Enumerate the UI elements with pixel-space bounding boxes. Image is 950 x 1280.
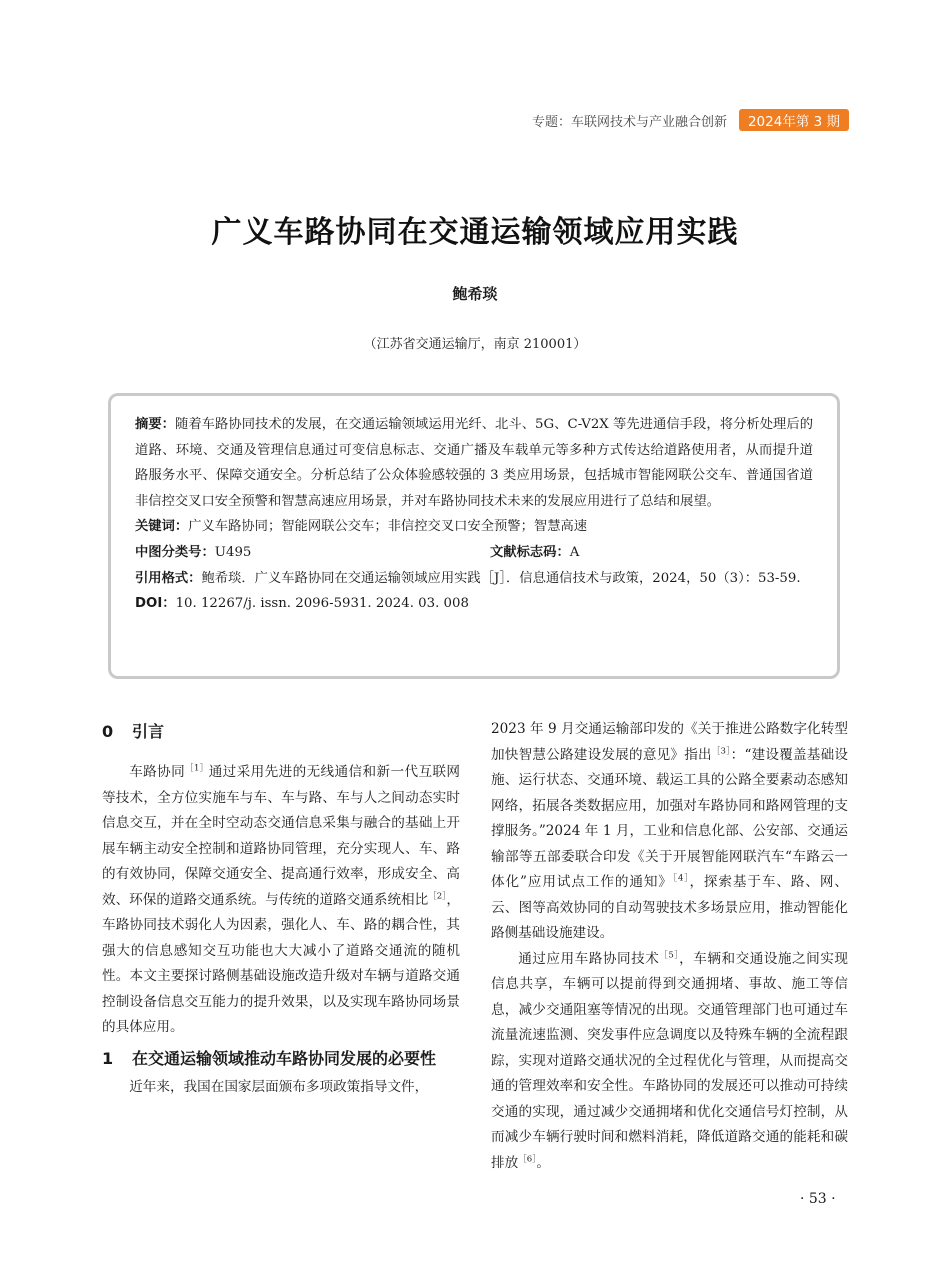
ref-6: ［6］ bbox=[518, 1153, 537, 1164]
policy-text-a: 2023 年 9 月交通运输部印发的《关于推进公路数字化转型加快智慧公路建设发展的意见》指出 bbox=[491, 721, 848, 763]
section-1-paragraph-start: 近年来，我国在国家层面颁布多项政策指导文件， bbox=[129, 1078, 429, 1095]
abstract-label: 摘要： bbox=[135, 417, 176, 432]
section-1-title: 在交通运输领域推动车路协同发展的必要性 bbox=[132, 1048, 437, 1068]
section-1-number: 1 bbox=[102, 1048, 114, 1068]
benefit-text-b: ，车辆和交通设施之间实现信息共享，车辆可以提前得到交通拥堵、事故、施工等信息，减少交通阻塞等情况的出现。交通管理部门也可通过车流量流速监测、突发事件应急调度以及特殊车辆的全流程跟踪，实现对道路交通状况的全过程优化与管理，从而提高交通的管理效率和安全性。车路协同的发展还可以推动可持续交通的实现，通过减少交通拥堵和优化交通信号灯控制，从而减少车辆行驶时间和燃料消耗，降低道路交通的能耗和碳排放 bbox=[491, 950, 848, 1171]
citation bbox=[135, 566, 813, 592]
doi bbox=[135, 591, 813, 617]
issue-badge: 2024年第 3 期 bbox=[739, 109, 849, 131]
journal-header bbox=[532, 109, 849, 131]
right-column bbox=[491, 717, 848, 1176]
ref-2: ［2］ bbox=[428, 890, 447, 901]
intro-paragraph bbox=[102, 760, 460, 1041]
classification-row bbox=[135, 540, 813, 566]
header-topic: 专题：车联网技术与产业融合创新 bbox=[531, 114, 727, 130]
policy-text-c: ，探索基于车、路、网、云、图等高效协同的自动驾驶技术多场景应用，推动智能化路侧基础设施建设。 bbox=[491, 874, 848, 941]
section-0-title: 引言 bbox=[132, 722, 165, 741]
citation-text: 鲍希琰．广义车路协同在交通运输领域应用实践［J］．信息通信技术与政策，2024，50（3）：53-59. bbox=[201, 570, 801, 586]
clc-value: U495 bbox=[214, 544, 252, 560]
benefit-text-a: 通过应用车路协同技术 bbox=[518, 950, 660, 967]
intro-text-a: 车路协同 bbox=[129, 764, 186, 780]
section-0-heading bbox=[102, 717, 460, 747]
page-number: · 53 · bbox=[800, 1191, 836, 1207]
left-column bbox=[102, 717, 460, 1100]
doi-value: 10. 12267/j. issn. 2096-5931. 2024. 03. 008 bbox=[175, 596, 469, 612]
intro-text-b: 通过采用先进的无线通信和新一代互联网等技术，全方位实施车与车、车与路、车与人之间动态实时信息交互，并在全时空动态交通信息采集与融合的基础上开展车辆主动安全控制和道路协同管理，充分实现人、车、路的有效协同，保障交通安全、提高通行效率，形成安全、高效、环保的道路交通系统。与传统的道路交通系统相比 bbox=[102, 764, 460, 908]
section-0-number: 0 bbox=[102, 722, 114, 741]
abstract bbox=[135, 412, 813, 514]
doc-code-value: A bbox=[569, 544, 580, 560]
author-affiliation: （江苏省交通运输厅，南京 210001） bbox=[363, 337, 587, 352]
intro-text-c: ，车路协同技术弱化人为因素，强化人、车、路的耦合性，其强大的信息感知交互功能也大大减小了道路交通流的随机性。本文主要探讨路侧基础设施改造升级对车辆与道路交通控制设备信息交互能力的提升效果，以及实现车路协同场景的具体应用。 bbox=[102, 891, 461, 1035]
keywords-label: 关键词： bbox=[135, 519, 189, 535]
abstract-text: 随着车路协同技术的发展，在交通运输领域运用光纤、北斗、5G、C-V2X 等先进通信手段，将分析处理后的道路、环境、交通及管理信息通过可变信息标志、交通广播及车载单元等多种方式传达给道路使用者，从而提升道路服务水平、保障交通安全。分析总结了公众体验感较强的 3 类应用场景，包括城市智能网联公交车、普通国省道非信控交叉口安全预警和智慧高速应用场景，并对车路协同技术未来的发展应用进行了总结和展望。 bbox=[135, 417, 813, 509]
section-1-heading bbox=[102, 1045, 460, 1073]
benefit-text-c: 。 bbox=[536, 1154, 550, 1171]
section-1-paragraph-2 bbox=[491, 947, 848, 1177]
ref-3: ［3］ bbox=[711, 745, 731, 756]
ref-4: ［4］ bbox=[672, 873, 690, 884]
ref-1: ［1］ bbox=[185, 763, 209, 774]
keywords-text: 广义车路协同；智能网联公交车；非信控交叉口安全预警；智慧高速 bbox=[188, 519, 588, 535]
keywords bbox=[135, 514, 813, 540]
citation-label: 引用格式： bbox=[135, 570, 202, 586]
author-name: 鲍希琰 bbox=[452, 285, 498, 303]
doi-label: DOI： bbox=[135, 596, 176, 612]
ref-5: ［5］ bbox=[659, 949, 680, 960]
abstract-box bbox=[108, 393, 840, 679]
doc-code-label: 文献标志码： bbox=[490, 544, 570, 560]
section-1-paragraph-continued bbox=[491, 717, 848, 947]
policy-text-b: ：“建设覆盖基础设施、运行状态、交通环境、载运工具的公路全要素动态感知网络，拓展各类数据应用，加强对车路协同和路网管理的支撑服务。”2024 年 1 月，工业和信息化部、公安部、交通运输部等五部委联合印发《关于开展智能网联汽车“车路云一体化”应用试点工作的通知》 bbox=[491, 746, 849, 890]
paper-title: 广义车路协同在交通运输领域应用实践 bbox=[211, 215, 739, 250]
clc-label: 中图分类号： bbox=[135, 544, 215, 560]
